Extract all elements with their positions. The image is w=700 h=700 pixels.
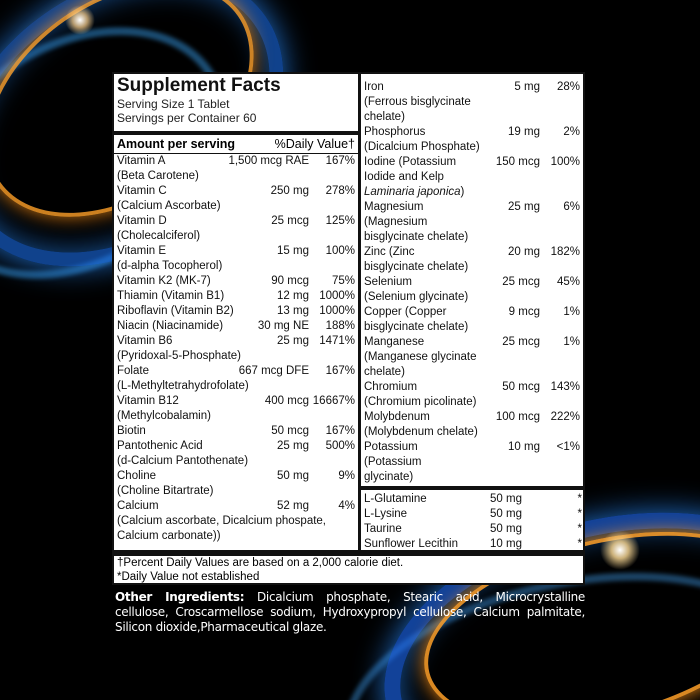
nutrient-source: (Dicalcium Phosphate) bbox=[364, 141, 480, 153]
nutrient-source: bisglycinate chelate) bbox=[364, 321, 469, 333]
nutrient-name: Thiamin (Vitamin B1) bbox=[117, 290, 225, 302]
nutrient-amount: 50 mg bbox=[490, 523, 522, 535]
nutrient-daily-value: 100% bbox=[325, 245, 355, 257]
nutrient-name: Sunflower Lecithin bbox=[364, 538, 458, 550]
nutrient-daily-value: 6% bbox=[563, 201, 580, 213]
nutrient-source: (Molybdenum chelate) bbox=[364, 426, 478, 438]
nutrient-source: (Choline Bitartrate) bbox=[117, 485, 214, 497]
supplement-facts-panel bbox=[112, 72, 585, 585]
nutrient-amount: 25 mcg bbox=[271, 215, 309, 227]
nutrient-row bbox=[114, 334, 358, 349]
nutrient-daily-value: 1% bbox=[563, 306, 580, 318]
right-column bbox=[361, 72, 585, 552]
nutrient-row bbox=[114, 289, 358, 304]
nutrient-amount: 25 mg bbox=[277, 440, 309, 452]
nutrient-row bbox=[361, 305, 583, 320]
nutrient-name: Vitamin B6 bbox=[117, 335, 173, 347]
nutrient-amount: 25 mcg bbox=[502, 336, 540, 348]
nutrient-amount: 25 mcg bbox=[502, 276, 540, 288]
nutrient-source: (Manganese glycinate bbox=[364, 351, 477, 363]
nutrient-name: Vitamin E bbox=[117, 245, 167, 257]
nutrient-amount: 9 mcg bbox=[508, 306, 540, 318]
nutrient-source: (Selenium glycinate) bbox=[364, 291, 469, 303]
nutrient-name: Calcium bbox=[117, 500, 159, 512]
nutrient-row bbox=[361, 245, 583, 260]
nutrient-row bbox=[361, 200, 583, 215]
nutrient-amount: 25 mg bbox=[508, 201, 540, 213]
nutrient-source: Iodide and Kelp bbox=[364, 171, 444, 183]
nutrient-amount: 52 mg bbox=[277, 500, 309, 512]
nutrient-name: Iron bbox=[364, 81, 384, 93]
nutrient-row bbox=[114, 274, 358, 289]
nutrient-row bbox=[114, 319, 358, 334]
nutrient-row bbox=[114, 499, 358, 514]
nutrient-row bbox=[361, 380, 583, 395]
nutrient-amount: 50 mg bbox=[490, 508, 522, 520]
nutrient-daily-value: 9% bbox=[338, 470, 355, 482]
nutrient-row bbox=[361, 522, 585, 537]
nutrient-row bbox=[361, 537, 585, 552]
nutrient-source: (Methylcobalamin) bbox=[117, 410, 211, 422]
nutrient-name: Phosphorus bbox=[364, 126, 426, 138]
nutrient-source: (Pyridoxal-5-Phosphate) bbox=[117, 350, 242, 362]
nutrient-name: Pantothenic Acid bbox=[117, 440, 203, 452]
nutrient-name: Taurine bbox=[364, 523, 402, 535]
left-nutrient-list bbox=[114, 154, 358, 544]
nutrient-daily-value: 167% bbox=[325, 425, 355, 437]
panel-title: Supplement Facts bbox=[117, 75, 281, 96]
additional-ingredients bbox=[361, 486, 585, 552]
nutrient-name: Choline bbox=[117, 470, 156, 482]
nutrient-daily-value: 125% bbox=[325, 215, 355, 227]
nutrient-row bbox=[361, 125, 583, 140]
nutrient-amount: 1,500 mcg RAE bbox=[228, 155, 309, 167]
nutrient-daily-value: * bbox=[577, 493, 582, 505]
nutrient-name: Copper (Copper bbox=[364, 306, 447, 318]
nutrient-daily-value: 1000% bbox=[319, 305, 355, 317]
nutrient-row bbox=[114, 424, 358, 439]
other-ingredients-label: Other Ingredients: bbox=[115, 590, 245, 604]
nutrient-amount: 10 mg bbox=[508, 441, 540, 453]
nutrient-name: Molybdenum bbox=[364, 411, 430, 423]
nutrient-amount: 100 mcg bbox=[495, 411, 540, 423]
nutrient-daily-value: 1000% bbox=[319, 290, 355, 302]
nutrient-name: Biotin bbox=[117, 425, 146, 437]
nutrient-daily-value: 28% bbox=[556, 81, 580, 93]
nutrient-row bbox=[114, 304, 358, 319]
nutrient-name: Vitamin K2 (MK-7) bbox=[117, 275, 211, 287]
nutrient-name: Vitamin D bbox=[117, 215, 167, 227]
nutrient-source: (Magnesium bbox=[364, 216, 428, 228]
nutrient-row bbox=[361, 492, 585, 507]
nutrient-daily-value: * bbox=[577, 538, 582, 550]
nutrient-name: Vitamin A bbox=[117, 155, 166, 167]
nutrient-amount: 90 mcg bbox=[271, 275, 309, 287]
nutrient-amount: 19 mg bbox=[508, 126, 540, 138]
nutrient-row bbox=[114, 214, 358, 229]
nutrient-name: Folate bbox=[117, 365, 149, 377]
nutrient-row bbox=[361, 80, 583, 95]
nutrient-daily-value: 278% bbox=[325, 185, 355, 197]
nutrient-name: Zinc (Zinc bbox=[364, 246, 415, 258]
dv-footnote: †Percent Daily Values are based on a 2,000 calorie diet. bbox=[117, 557, 404, 569]
nutrient-name: L-Lysine bbox=[364, 508, 408, 520]
nutrient-source: bisglycinate chelate) bbox=[364, 231, 469, 243]
nutrient-daily-value: 2% bbox=[563, 126, 580, 138]
nutrient-daily-value: 1471% bbox=[319, 335, 355, 347]
nutrient-source: (Chromium picolinate) bbox=[364, 396, 477, 408]
nutrient-daily-value: * bbox=[577, 523, 582, 535]
lens-flare bbox=[65, 5, 95, 35]
nutrient-row bbox=[114, 439, 358, 454]
source-tail: ) bbox=[460, 186, 465, 198]
nutrient-source: glycinate) bbox=[364, 471, 414, 483]
serving-size: Serving Size 1 Tablet bbox=[117, 97, 230, 111]
nutrient-source bbox=[361, 185, 583, 200]
nutrient-amount: 13 mg bbox=[277, 305, 309, 317]
nutrient-source: (Ferrous bisglycinate bbox=[364, 96, 471, 108]
nutrient-name: Vitamin C bbox=[117, 185, 167, 197]
nutrient-row bbox=[114, 364, 358, 379]
nutrient-row bbox=[361, 275, 583, 290]
nutrient-amount: 30 mg NE bbox=[257, 320, 309, 332]
nutrient-source: chelate) bbox=[364, 366, 405, 378]
nutrient-daily-value: 1% bbox=[563, 336, 580, 348]
nutrient-row bbox=[114, 244, 358, 259]
nutrient-name: L-Glutamine bbox=[364, 493, 427, 505]
nutrient-amount: 15 mg bbox=[277, 245, 309, 257]
nutrient-daily-value: 45% bbox=[556, 276, 580, 288]
nutrient-name: Manganese bbox=[364, 336, 425, 348]
nutrient-name: Iodine (Potassium bbox=[364, 156, 457, 168]
nutrient-daily-value: 143% bbox=[550, 381, 580, 393]
nutrient-row bbox=[361, 335, 583, 350]
nutrient-row bbox=[361, 410, 583, 425]
nutrient-amount: 20 mg bbox=[508, 246, 540, 258]
nutrient-name: Niacin (Niacinamide) bbox=[117, 320, 224, 332]
nutrient-name: Vitamin B12 bbox=[117, 395, 179, 407]
nutrient-source: (Cholecalciferol) bbox=[117, 230, 201, 242]
nutrient-amount: 50 mcg bbox=[271, 425, 309, 437]
nutrient-amount: 50 mg bbox=[277, 470, 309, 482]
nutrient-row bbox=[114, 154, 358, 169]
nutrient-daily-value: * bbox=[577, 508, 582, 520]
right-nutrient-list bbox=[361, 74, 583, 485]
header-daily-value: %Daily Value† bbox=[274, 137, 355, 151]
footnotes bbox=[112, 552, 585, 585]
nutrient-daily-value: 188% bbox=[325, 320, 355, 332]
nutrient-amount: 667 mcg DFE bbox=[238, 365, 309, 377]
nutrient-row bbox=[361, 440, 583, 470]
nutrient-row bbox=[361, 155, 583, 170]
servings-per-container: Servings per Container 60 bbox=[117, 111, 257, 125]
nutrient-daily-value: 75% bbox=[331, 275, 355, 287]
source-species: Laminaria japonica bbox=[364, 186, 461, 198]
nutrient-row bbox=[114, 394, 358, 409]
nutrient-source: chelate) bbox=[364, 111, 405, 123]
nutrient-daily-value: <1% bbox=[556, 441, 580, 453]
nutrient-daily-value: 182% bbox=[550, 246, 580, 258]
nutrient-daily-value: 500% bbox=[325, 440, 355, 452]
nutrient-amount: 150 mcg bbox=[495, 156, 540, 168]
nutrient-source: bisglycinate chelate) bbox=[364, 261, 469, 273]
nutrient-daily-value: 167% bbox=[325, 365, 355, 377]
nutrient-source: (d-Calcium Pantothenate) bbox=[117, 455, 249, 467]
nutrient-daily-value: 100% bbox=[550, 156, 580, 168]
nutrient-source: (d-alpha Tocopherol) bbox=[117, 260, 223, 272]
nutrient-name: Chromium bbox=[364, 381, 418, 393]
nutrient-row bbox=[114, 469, 358, 484]
nutrient-amount: 12 mg bbox=[277, 290, 309, 302]
nutrient-amount: 10 mg bbox=[490, 538, 522, 550]
nutrient-amount: 50 mg bbox=[490, 493, 522, 505]
nutrient-daily-value: 167% bbox=[325, 155, 355, 167]
star-footnote: *Daily Value not established bbox=[117, 571, 260, 583]
nutrient-source: (Calcium Ascorbate) bbox=[117, 200, 221, 212]
nutrient-name: Riboflavin (Vitamin B2) bbox=[117, 305, 234, 317]
nutrient-daily-value: 4% bbox=[338, 500, 355, 512]
nutrient-name: Magnesium bbox=[364, 201, 424, 213]
nutrient-row bbox=[114, 184, 358, 199]
nutrient-row bbox=[361, 507, 585, 522]
other-ingredients bbox=[115, 590, 585, 635]
nutrient-amount: 50 mcg bbox=[502, 381, 540, 393]
nutrient-name: Potassium (Potassium bbox=[364, 441, 422, 468]
nutrient-source: (L-Methyltetrahydrofolate) bbox=[117, 380, 249, 392]
nutrient-source: (Calcium ascorbate, Dicalcium phospate, bbox=[117, 515, 327, 527]
other-ingredients-text: Dicalcium phosphate, Stearic acid, Microcrystalline cellulose, Croscarmellose sodium, Hydroxypropyl cellulose, Calcium palmitate, Silicon dioxide,Pharmaceutical glaze. bbox=[115, 590, 585, 634]
header-amount: Amount per serving bbox=[117, 137, 236, 151]
nutrient-amount: 5 mg bbox=[514, 81, 540, 93]
nutrient-source: (Beta Carotene) bbox=[117, 170, 199, 182]
lens-flare bbox=[600, 530, 640, 570]
nutrient-source: Calcium carbonate)) bbox=[117, 530, 221, 542]
table-header bbox=[114, 131, 358, 154]
nutrient-amount: 25 mg bbox=[277, 335, 309, 347]
nutrient-daily-value: 222% bbox=[550, 411, 580, 423]
nutrient-amount: 400 mcg bbox=[264, 395, 309, 407]
left-column bbox=[112, 72, 358, 552]
nutrient-daily-value: 16667% bbox=[312, 395, 355, 407]
nutrient-name: Selenium bbox=[364, 276, 412, 288]
nutrient-amount: 250 mg bbox=[270, 185, 309, 197]
